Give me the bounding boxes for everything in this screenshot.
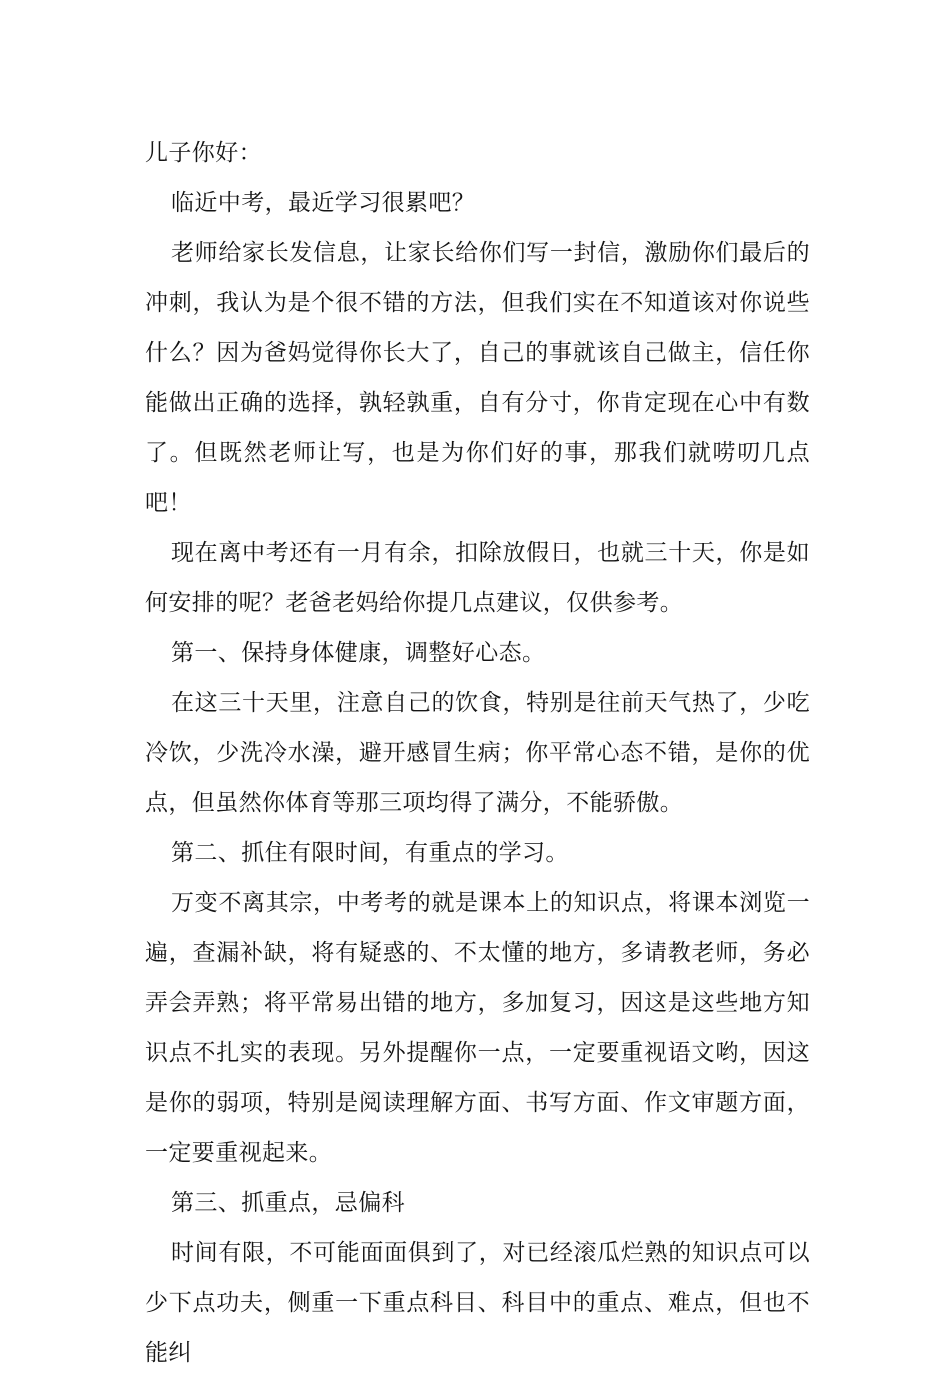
letter-salutation: 儿子你好：: [145, 140, 262, 166]
heading-point-three: 第三、抓重点，忌偏科: [171, 1190, 405, 1216]
letter-body: [145, 128, 810, 1378]
paragraph-plan: 现在离中考还有一月有余，扣除放假日，也就三十天，你是如何安排的呢？老爸老妈给你提几点建议，仅供参考。: [145, 540, 810, 616]
paragraph-point-three: 时间有限，不可能面面俱到了，对已经滚瓜烂熟的知识点可以少下点功夫，侧重一下重点科目、科目中的重点、难点，但也不能纠: [145, 1240, 810, 1366]
paragraph-reason: 老师给家长发信息，让家长给你们写一封信，激励你们最后的冲刺，我认为是个很不错的方法，但我们实在不知道该对你说些什么？因为爸妈觉得你长大了，自己的事就该自己做主，信任你能做出正确的选择，孰轻孰重，自有分寸，你肯定现在心中有数了。但既然老师让写，也是为你们好的事，那我们就唠叨几点吧！: [145, 240, 810, 516]
paragraph-point-two: 万变不离其宗，中考考的就是课本上的知识点，将课本浏览一遍，查漏补缺，将有疑惑的、不太懂的地方，多请教老师，务必弄会弄熟；将平常易出错的地方，多加复习，因这是这些地方知识点不扎实的表现。另外提醒你一点，一定要重视语文哟，因这是你的弱项，特别是阅读理解方面、书写方面、作文审题方面，一定要重视起来。: [145, 890, 810, 1166]
heading-point-one: 第一、保持身体健康，调整好心态。: [171, 640, 546, 666]
paragraph-intro: 临近中考，最近学习很累吧？: [171, 190, 476, 216]
heading-point-two: 第二、抓住有限时间，有重点的学习。: [171, 840, 569, 866]
paragraph-point-one: 在这三十天里，注意自己的饮食，特别是往前天气热了，少吃冷饮，少洗冷水澡，避开感冒生病；你平常心态不错，是你的优点，但虽然你体育等那三项均得了满分，不能骄傲。: [145, 690, 810, 816]
